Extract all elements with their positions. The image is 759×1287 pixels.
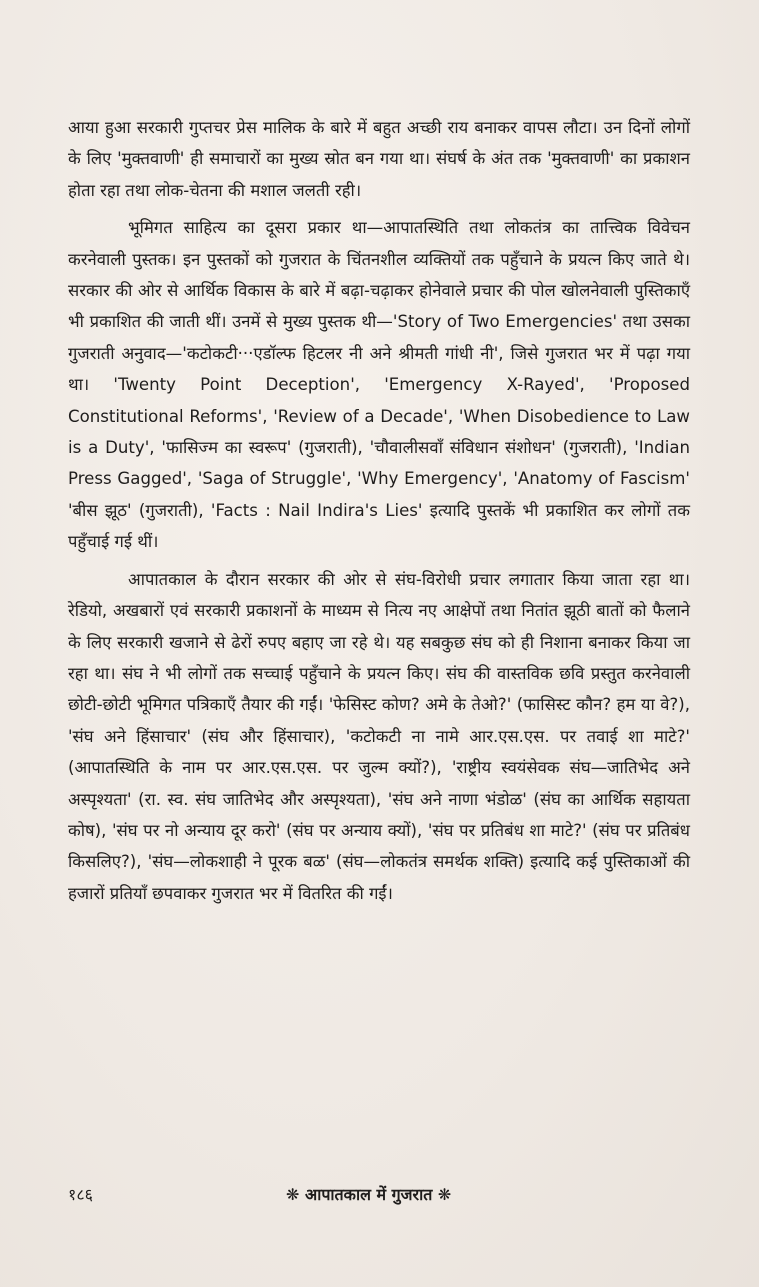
paragraph-1: आया हुआ सरकारी गुप्तचर प्रेस मालिक के बारे में बहुत अच्छी राय बनाकर वापस लौटा। उन दिनों लोगों के लिए 'मुक्तवाणी' ही समाचारों का मुख्य स्रोत बन गया था। संघर्ष के अंत तक 'मुक्तवाणी' का प्रकाशन होता रहा तथा लोक-चेतना की मशाल जलती रही। xyxy=(68,118,690,200)
page-footer xyxy=(68,1183,690,1211)
running-title: ❋ आपातकाल में गुजरात ❋ xyxy=(286,1185,452,1204)
paragraph-3: आपातकाल के दौरान सरकार की ओर से संघ-विरोधी प्रचार लगातार किया जाता रहा था। रेडियो, अखबारों एवं सरकारी प्रकाशनों के माध्यम से नित्य नए आक्षेपों तथा नितांत झूठी बातों को फैलाने के लिए सरकारी खजाने से ढेरों रुपए बहाए जा रहे थे। यह सबकुछ संघ को ही निशाना बनाकर किया जा रहा था। संघ ने भी लोगों तक सच्चाई पहुँचाने के प्रयत्न किए। संघ की वास्तविक छवि प्रस्तुत करनेवाली छोटी-छोटी भूमिगत पत्रिकाएँ तैयार की गईं। 'फेसिस्ट कोण? अमे के तेओ?' (फासिस्ट कौन? हम या वे?), 'संघ अने हिंसाचार' (संघ और हिंसाचार), 'कटोकटी ना नामे आर.एस.एस. पर तवाई शा माटे?' (आपातस्थिति के नाम पर आर.एस.एस. पर जुल्म क्यों?), 'राष्ट्रीय स्वयंसेवक संघ—जातिभेद अने अस्पृश्यता' (रा. स्व. संघ जातिभेद और अस्पृश्यता), 'संघ अने नाणा भंडोळ' (संघ का आर्थिक सहायता कोष), 'संघ पर नो अन्याय दूर करो' (संघ पर अन्याय क्यों), 'संघ पर प्रतिबंध शा माटे?' (संघ पर प्रतिबंध किसलिए?), 'संघ—लोकशाही ने पूरक बळ' (संघ—लोकतंत्र समर्थक शक्ति) इत्यादि कई पुस्तिकाओं की हजारों प्रतियाँ छपवाकर गुजरात भर में वितरित की गईं। xyxy=(68,569,690,903)
paragraph-2: भूमिगत साहित्य का दूसरा प्रकार था—आपातस्थिति तथा लोकतंत्र का तात्त्विक विवेचन करनेवाली पुस्तक। इन पुस्तकों को गुजरात के चिंतनशील व्यक्तियों तक पहुँचाने के प्रयत्न किए जाते थे। सरकार की ओर से आर्थिक विकास के बारे में बढ़ा-चढ़ाकर होनेवाले प्रचार की पोल खोलनेवाली पुस्तिकाएँ भी प्रकाशित की जाती थीं। उनमें से मुख्य पुस्तक थी—'Story of Two Emergencies' तथा उसका गुजराती अनुवाद—'कटोकटी···एडॉल्फ हिटलर नी अने श्रीमती गांधी नी', जिसे गुजरात भर में पढ़ा गया था। 'Twenty Point Deception', 'Emergency X-Rayed', 'Proposed Constitutional Reforms', 'Review of a Decade', 'When Disobedience to Law is a Duty', 'फासिज्म का स्वरूप' (गुजराती), 'चौवालीसवाँ संविधान संशोधन' (गुजराती), 'Indian Press Gagged', 'Saga of Struggle', 'Why Emergency', 'Anatomy of Fascism' 'बीस झूठ' (गुजराती), 'Facts : Nail Indira's Lies' इत्यादि पुस्तकें भी प्रकाशित कर लोगों तक पहुँचाई गई थीं। xyxy=(68,218,690,552)
body-text xyxy=(68,112,690,909)
page-number: १८६ xyxy=(68,1185,93,1204)
